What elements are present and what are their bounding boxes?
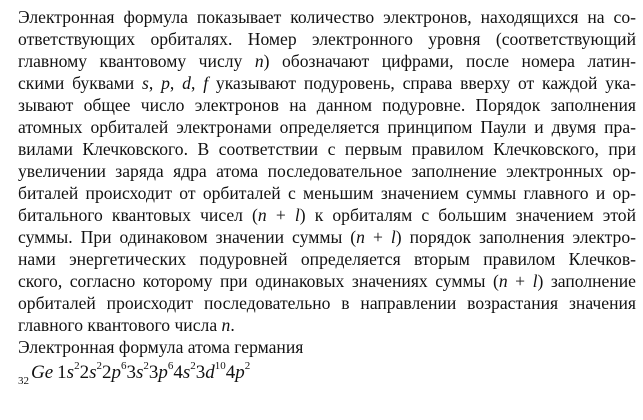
term-electrons: 2	[143, 360, 149, 372]
term-electrons: 2	[190, 360, 196, 372]
orbital-term	[226, 362, 251, 383]
term-sublevel: s	[89, 362, 97, 383]
paragraph-line: нами энергетических подуровней определяется вторым правилом Клечков-	[18, 249, 636, 269]
term-sublevel: p	[111, 362, 121, 383]
term-level: 2	[101, 362, 112, 383]
paragraph-line: Электронная формула показывает количество электронов, находящихся на со-	[18, 7, 636, 27]
paragraph-line: скими буквами s, p, d, f указывают подуровень, справа вверху от каждой ука-	[18, 73, 637, 93]
term-sublevel: p	[158, 362, 168, 383]
orbital-term	[80, 362, 102, 383]
term-sublevel: s	[135, 362, 144, 383]
document-page	[18, 6, 636, 358]
orbital-term	[173, 362, 195, 383]
orbital-term	[57, 362, 79, 383]
term-electrons: 2	[244, 360, 251, 372]
term-level: 1	[57, 362, 67, 383]
term-level: 2	[79, 362, 90, 383]
paragraph-line: битального квантовых чисел (n + l) к орбиталям с большим значением этой	[18, 205, 636, 225]
term-electrons: 2	[96, 360, 102, 372]
paragraph-line: суммы. При одинаковом значении суммы (n + l) порядок заполнения электро-	[18, 227, 636, 247]
orbital-term	[196, 362, 226, 383]
orbital-term	[102, 362, 127, 383]
paragraph-line: ского, согласно которому при одинаковых значениях суммы (n + l) заполнение	[18, 271, 636, 291]
orbital-term	[149, 362, 174, 383]
element-symbol: Ge	[31, 362, 54, 383]
paragraph-line: биталей происходит от орбиталей с меньшим значением суммы главного и ор-	[18, 183, 636, 203]
atomic-number: 32	[18, 375, 29, 387]
term-electrons: 10	[214, 360, 226, 372]
paragraph-line: атомных орбиталей электронами определяется принципом Паули и двумя пра-	[18, 117, 636, 137]
term-sublevel: s	[182, 362, 191, 383]
formula-terms	[57, 362, 250, 383]
paragraph-line: главного квантового числа n.	[18, 315, 235, 335]
term-electrons: 6	[120, 360, 127, 372]
paragraph-line: орбиталей происходит последовательно в направлении возрастания значения	[18, 293, 636, 313]
term-electrons: 6	[167, 360, 174, 372]
paragraph-line: увеличении заряда ядра атома последовательное заполнение электронных ор-	[18, 161, 636, 181]
paragraph-line: зывают общее число электронов на данном подуровне. Порядок заполнения	[18, 95, 636, 115]
body-paragraph	[18, 6, 636, 336]
term-sublevel: p	[235, 362, 245, 383]
term-level: 3	[195, 362, 206, 383]
term-sublevel: s	[66, 362, 75, 383]
term-level: 4	[173, 362, 183, 383]
term-level: 4	[225, 362, 236, 383]
term-sublevel: d	[205, 362, 215, 383]
term-level: 3	[148, 362, 159, 383]
paragraph-line: ответствующих орбиталях. Номер электронного уровня (соответствующий	[18, 29, 636, 49]
formula-caption: Электронная формула атома германия	[18, 337, 304, 357]
term-level: 3	[126, 362, 136, 383]
term-electrons: 2	[74, 360, 80, 372]
orbital-term	[126, 362, 148, 383]
paragraph-line: вилами Клечковского. В соответствии с первым правилом Клечковского, при	[18, 139, 636, 159]
electron-formula	[18, 358, 250, 396]
paragraph-line: главному квантовому числу n) обозначают цифрами, после номера латин-	[18, 51, 636, 71]
